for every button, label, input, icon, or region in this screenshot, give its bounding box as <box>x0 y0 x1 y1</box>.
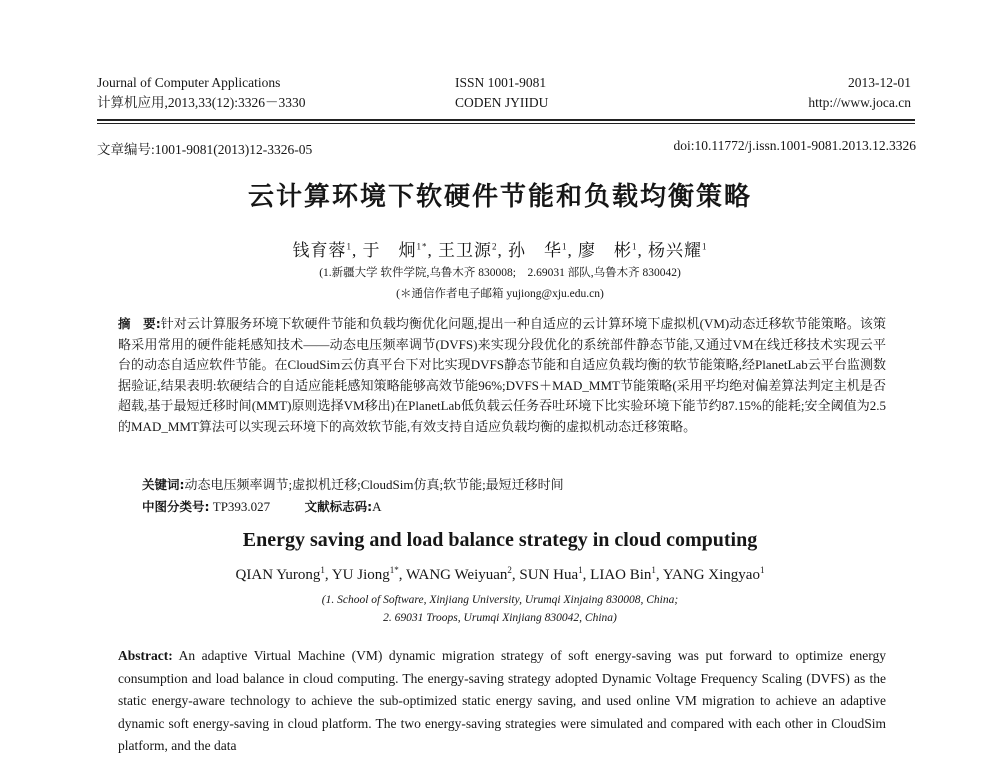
keywords-zh <box>142 474 886 493</box>
affiliation-en-1: (1. School of Software, Xinjiang University, Urumqi Xinjaing 830008, China; <box>321 594 679 606</box>
clc-label: 中图分类号: <box>142 499 210 514</box>
doc-code-label: 文献标志码: <box>304 499 373 514</box>
authors-zh: 钱育蓉$^1$, 于 炯$^{1*}$, 王卫源$^2$, 孙 华$^1$, 廖 彬$^1$, 杨兴耀$^1$ <box>292 241 708 260</box>
author-en-sup: 1 <box>759 565 765 575</box>
title-en: Energy saving and load balance strategy in cloud computing <box>242 529 758 551</box>
author-zh: 钱育蓉 <box>292 241 347 260</box>
keywords-zh-text: 动态电压频率调节;虚拟机迁移;CloudSim仿真;软节能;最短迁移时间 <box>184 477 564 492</box>
affiliation-en-2: 2. 69031 Troops, Urumqi Xinjiang 830042, China) <box>383 612 617 624</box>
abstract-en <box>118 645 886 758</box>
journal-header-middle <box>455 73 548 113</box>
journal-citation-zh: 计算机应用,2013,33(12):3326－3330 <box>97 95 306 110</box>
author-zh: 孙 华 <box>508 241 562 260</box>
author-zh: 杨兴耀 <box>648 241 702 260</box>
doc-code-value: A <box>372 499 382 514</box>
journal-header-right <box>808 73 911 113</box>
abstract-zh-label: 摘 要: <box>118 316 161 331</box>
author-zh-sup: 1 <box>346 241 352 252</box>
author-zh: 廖 彬 <box>578 241 632 260</box>
header-rule-thin <box>97 123 915 124</box>
author-zh-sup: 1 <box>562 241 568 252</box>
author-en-sup: 1* <box>389 565 399 575</box>
header-rule-thick <box>97 119 915 121</box>
author-en-sup: 1 <box>651 565 656 575</box>
author-zh: 于 炯 <box>362 241 417 260</box>
keywords-zh-label: 关键词: <box>142 477 185 492</box>
author-en: QIAN Yurong <box>235 567 321 583</box>
abstract-en-label: Abstract: <box>118 648 173 663</box>
journal-header-left <box>97 73 306 113</box>
classification-line <box>142 497 886 515</box>
abstract-en-text: An adaptive Virtual Machine (VM) dynamic migration strategy of soft energy-saving was put forward to optimize energy consumption and load balance in cloud computing. The energy-saving strategy adopted Dynamic Voltage Frequency Scaling (DVFS) as the static energy-aware technology to achieve the sub-optimized static energy saving, and used online VM migration to achieve an adaptive dynamic soft energy-saving in cloud platform. The two energy-saving strategies were simulated and compared with each other in CloudSim platform, and the data <box>118 648 886 753</box>
author-zh-sup: 1 <box>702 241 708 252</box>
coden: CODEN JYIIDU <box>455 95 549 110</box>
title-zh: 云计算环境下软硬件节能和负载均衡策略 <box>247 182 752 212</box>
affiliations-zh: (1.新疆大学 软件学院,乌鲁木齐 830008; 2.69031 部队,乌鲁木齐 830042) <box>319 267 681 279</box>
author-en: LIAO Bin <box>590 567 652 583</box>
journal-name-en: Journal of Computer Applications <box>97 75 281 90</box>
author-en-sup: 1 <box>320 565 325 575</box>
abstract-zh-text: 针对云计算服务环境下软硬件节能和负载均衡优化问题,提出一种自适应的云计算环境下虚拟机(VM)动态迁移软节能策略。该策略采用常用的硬件能耗感知技术——动态电压频率调节(DVFS)来实现分段优化的系统部件静态节能,又通过VM在线迁移技术实现云平台的动态自适应软件节能。在CloudSim云仿真平台下对比实现DVFS静态节能和自适应负载均衡的软节能策略,经PlanetLab云平台监测数据验证,结果表明:软硬结合的自适应能耗感知策略能够高效节能96%;DVFS＋MAD_MMT节能策略(采用平均绝对偏差算法判定主机是否超载,基于最短迁移时间(MMT)原则选择VM移出)在PlanetLab低负载云任务吞吐环境下比实验环境下能节约87.15%的能耗;安全阈值为2.5的MAD_MMT算法可以实现云环境下的高效软节能,有效支持自适应负载均衡的虚拟机动态迁移策略。 <box>118 316 886 434</box>
article-number: 文章编号:1001-9081(2013)12-3326-05 <box>97 142 313 157</box>
author-en: YU Jiong <box>331 567 390 583</box>
clc-value: TP393.027 <box>212 499 271 514</box>
author-en-sup: 1 <box>578 565 583 575</box>
publish-date: 2013-12-01 <box>848 75 911 90</box>
abstract-zh <box>118 314 886 437</box>
author-zh-sup: 1* <box>416 241 428 252</box>
doi[interactable]: doi:10.11772/j.issn.1001-9081.2013.12.3326 <box>673 138 916 153</box>
author-zh-sup: 2 <box>492 241 498 252</box>
author-zh: 王卫源 <box>438 241 492 260</box>
author-en: YANG Xingyao <box>662 567 760 583</box>
author-en: WANG Weiyuan <box>406 567 508 583</box>
author-en: SUN Hua <box>519 567 579 583</box>
author-zh-sup: 1 <box>632 241 638 252</box>
author-en-sup: 2 <box>507 565 512 575</box>
corresponding-email-zh: (＊通信作者电子邮箱 yujiong@xju.edu.cn) <box>396 288 604 300</box>
journal-url[interactable]: http://www.joca.cn <box>808 95 911 110</box>
authors-en: QIAN Yurong$^1$, YU Jiong$^{1*}$, WANG Weiyuan$^2$, SUN Hua$^1$, LIAO Bin$^1$, YANG Xingyao$^1$ <box>235 565 765 583</box>
issn: ISSN 1001-9081 <box>455 75 547 90</box>
